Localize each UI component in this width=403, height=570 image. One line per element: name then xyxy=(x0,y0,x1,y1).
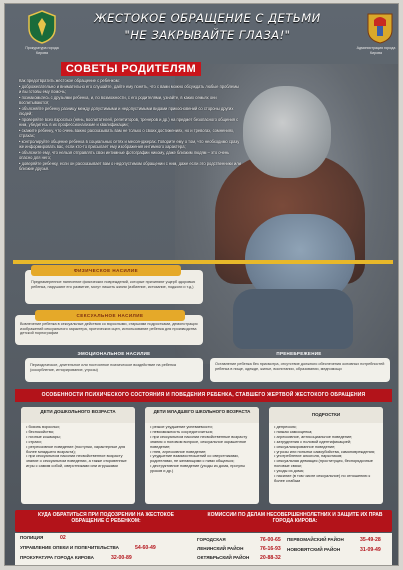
contact-phone: 54-60-49 xyxy=(135,545,156,551)
list-item: • при сексуальном насилии несвойственные возрасту знания о половом вопросе, сексуальное окрашенное поведение; xyxy=(150,435,254,450)
teenagers-heading: ПОДРОСТКИ xyxy=(269,407,383,423)
list-item: • уходы из дома; xyxy=(274,469,378,474)
primary-school-heading: ДЕТИ МЛАДШЕГО ШКОЛЬНОГО ВОЗРАСТА xyxy=(145,407,259,423)
list-item: • низкая самооценка; xyxy=(274,430,378,435)
emotional-violence-heading: ЭМОЦИОНАЛЬНОЕ НАСИЛИЕ xyxy=(77,351,151,356)
list-item: • ночные кошмары; xyxy=(26,435,130,440)
neglect-panel xyxy=(210,358,390,382)
list-item: • угрозы или попытки самоубийства, самоповреждения; xyxy=(274,450,378,455)
tip-item: • объясните ему, что нельзя отправлять свои интимные фотографии никому, даже близким людям – это очень опасно для него; xyxy=(19,149,230,160)
child-head-shape xyxy=(243,86,331,178)
teenagers-column xyxy=(269,407,383,504)
contact-name: ГОРОДСКАЯ xyxy=(197,537,226,542)
list-item: • боязнь взрослых; xyxy=(26,425,130,430)
contact-name: УПРАВЛЕНИЕ ОПЕКИ И ПОПЕЧИТЕЛЬСТВА xyxy=(20,545,119,550)
contacts-left-heading: КУДА ОБРАТИТЬСЯ ПРИ ПОДОЗРЕНИИ НА ЖЕСТОКОЕ ОБРАЩЕНИЕ С РЕБЕНКОМ: xyxy=(38,512,174,525)
contact-phone: 32-00-89 xyxy=(111,555,132,561)
list-item: • невозможность сосредоточиться; xyxy=(150,430,254,435)
list-item: • насилие (в том числе сексуальное) по отношению к более слабым xyxy=(274,474,378,484)
list-item: • резкое ухудшение успеваемости; xyxy=(150,425,254,430)
child-legs-shape xyxy=(233,289,353,349)
prosecutor-caption: Прокуратура города Кирова xyxy=(25,46,59,55)
tip-item: • проверяйте всех взрослых (нянь, воспитателей, репетиторов, тренеров и др.) на предмет безопасного общения с ним, убедитесь в их профессионализме и квалификации; xyxy=(19,116,239,127)
contact-name: ОКТЯБРЬСКИЙ РАЙОН xyxy=(197,555,250,560)
list-item: • сексуализированное поведение; xyxy=(274,445,378,450)
tip-item: • скажите ребенку, что очень важно рассказывать вам не только о своих достижениях, но и тревогах, сомнениях, страхах; xyxy=(19,127,235,138)
list-item: • гнев, агрессивное поведение; xyxy=(150,450,254,455)
contact-name: ПЕРВОМАЙСКИЙ РАЙОН xyxy=(287,537,344,542)
list-item: • деструктивное поведение (уходы из дома, прогулы уроков и др.) xyxy=(150,464,254,474)
contact-phone: 35-49-28 xyxy=(360,537,381,543)
kirov-coat-of-arms-icon xyxy=(365,10,395,44)
sexual-violence-panel xyxy=(15,315,203,345)
contact-name: ПОЛИЦИЯ xyxy=(20,535,44,540)
contact-name: ЛЕНИНСКИЙ РАЙОН xyxy=(197,546,244,551)
tips-intro: Как предотвратить жестокое обращение с ребенком: xyxy=(19,78,120,83)
primary-school-column xyxy=(145,407,259,504)
list-item: • депрессия; xyxy=(274,425,378,430)
physical-violence-heading: ФИЗИЧЕСКОЕ НАСИЛИЕ xyxy=(31,265,181,276)
prosecutor-emblem-icon xyxy=(27,10,57,44)
tip-item: • доброжелательно и внимательно его слушайте, дайте ему понять, что с вами можно обсуждать любые проблемы и вы готовы ему помочь; xyxy=(19,83,239,94)
tip-item: • познакомьтесь с друзьями ребенка, и, по возможности, с его родителями, узнайте, в каких семьях они воспитываются; xyxy=(19,94,217,105)
contact-phone: 20-88-32 xyxy=(260,555,281,561)
tip-item: • доверяйте ребенку, если он рассказывает вам о недопустимом обращении с ним, даже если это родственники или близкие друзья. xyxy=(19,160,241,171)
list-item: • агрессивное, антисоциальное поведение; xyxy=(274,435,378,440)
physical-violence-text: Преднамеренное нанесение физических повреждений, которые причиняют ущерб здоровью ребенка, нарушают его развитие, могут лишить жизни (избиение, истязание, поджоги и т.д.) xyxy=(31,280,196,289)
features-heading: ОСОБЕННОСТИ ПСИХИЧЕСКОГО СОСТОЯНИЯ И ПОВЕДЕНИЯ РЕБЕНКА, СТАВШЕГО ЖЕРТВОЙ ЖЕСТОКОГО ОБРАЩЕНИЯ xyxy=(15,389,392,402)
administration-caption: Администрация города Кирова xyxy=(356,46,396,55)
poster-title xyxy=(65,10,350,44)
list-item: • беспокойство; xyxy=(26,430,130,435)
preschool-column xyxy=(21,407,135,504)
contacts-panel xyxy=(15,533,392,565)
contact-phone: 02 xyxy=(60,535,66,541)
sexual-violence-heading: СЕКСУАЛЬНОЕ НАСИЛИЕ xyxy=(35,310,185,321)
poster xyxy=(4,3,399,566)
contacts-right-heading: КОМИССИИ ПО ДЕЛАМ НЕСОВЕРШЕННОЛЕТНИХ И ЗАЩИТЕ ИХ ПРАВ ГОРОДА КИРОВА: xyxy=(207,512,383,525)
divider-bar xyxy=(13,260,393,264)
preschool-heading: ДЕТИ ДОШКОЛЬНОГО ВОЗРАСТА xyxy=(21,407,135,423)
title-line-2: "НЕ ЗАКРЫВАЙТЕ ГЛАЗА!" xyxy=(124,28,291,42)
contacts-heading-bar xyxy=(15,510,392,532)
list-item: • затруднения с половой идентификацией; xyxy=(274,440,378,445)
title-line-1: ЖЕСТОКОЕ ОБРАЩЕНИЕ С ДЕТЬМИ xyxy=(94,11,321,25)
tip-item: • контролируйте общение ребенка в социальных сетях и мессенджерах. Говорите ему о том, что необходимо сразу же информировать вас, если кто-то присылает ему изображения интимного характера; xyxy=(19,138,240,149)
contact-phone: 31-09-49 xyxy=(360,547,381,553)
physical-violence-panel xyxy=(25,270,203,304)
emotional-violence-panel xyxy=(25,358,203,382)
list-item: • регрессивное поведение (поступки, характерные для более младшего возраста); xyxy=(26,445,130,455)
neglect-heading: ПРЕНЕБРЕЖЕНИЕ xyxy=(276,351,322,356)
contact-name: НОВОВЯТСКИЙ РАЙОН xyxy=(287,547,341,552)
list-item: • при сексуальном насилии несвойственное возрасту знание о сексуальном поведении, а также откровенные игры с самим собой, сверстниками или игрушками xyxy=(26,454,130,469)
neglect-text: Оставление ребенка без присмотра, отсутствие должного обеспечения основных потребностей ребенка в пище, одежде, жилье, воспитании, образовании, медпомощи xyxy=(215,362,385,371)
contact-phone: 76-16-93 xyxy=(260,546,281,552)
list-item: • употребление алкоголя, наркотиков; xyxy=(274,454,378,459)
tips-list xyxy=(19,78,241,172)
contact-phone: 76-00-65 xyxy=(260,537,281,543)
contact-name: ПРОКУРАТУРА ГОРОДА КИРОВА xyxy=(20,555,94,560)
sexual-violence-text: Вовлечение ребенка в сексуальные действия со взрослыми, старшими подростками, демонстрация изображений сексуального характера, эротических сцен, использование ребенка для производства детской порнографии xyxy=(20,322,198,336)
list-item: • страхи; xyxy=(26,440,130,445)
list-item: • сексуальная девиация (проституция, беспорядочные половые связи; xyxy=(274,459,378,469)
emotional-violence-text: Периодическое, длительное или постоянное психическое воздействие на ребенка (оскорбление, игнорирование, угрозы) xyxy=(30,363,176,372)
tip-item: • объясняйте ребенку разницу между допустимыми и недопустимыми видами прикосновений со стороны других людей; xyxy=(19,105,234,116)
list-item: • ухудшение взаимоотношений со сверстниками, родителями, не желающими с ними общаться; xyxy=(150,454,254,464)
tips-heading: СОВЕТЫ РОДИТЕЛЯМ xyxy=(61,62,201,76)
